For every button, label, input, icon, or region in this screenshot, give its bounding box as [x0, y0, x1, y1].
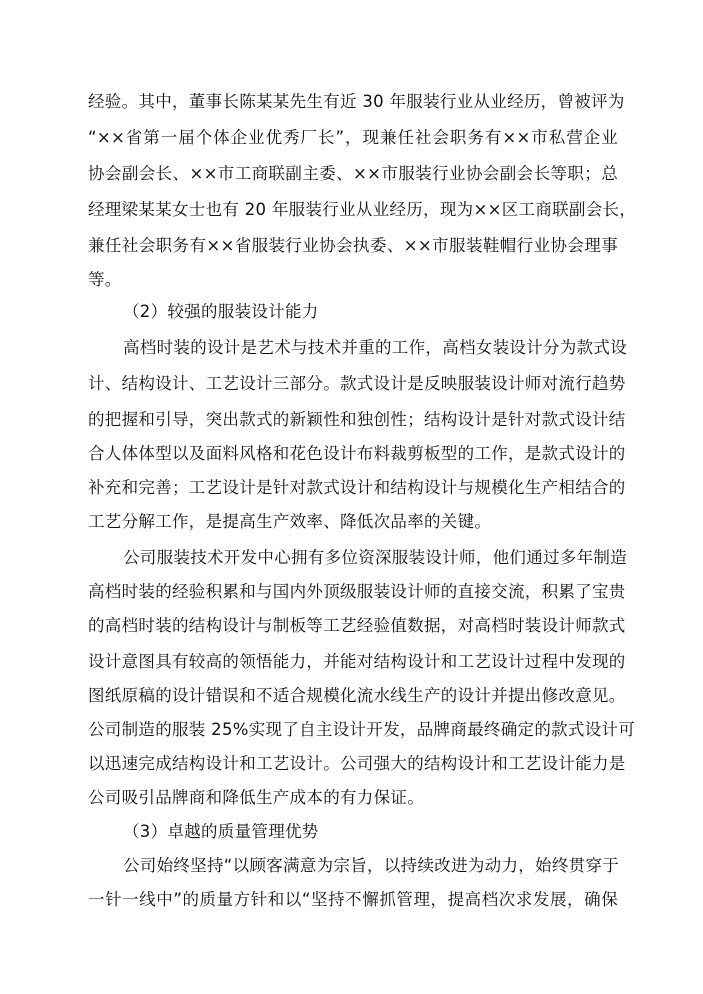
paragraph1-line: 等。 — [88, 270, 122, 289]
paragraph1-line: 兼任社会职务有××省服装行业协会执委、××市服装鞋帽行业协会理事 — [88, 236, 618, 255]
paragraph4-line: 一针一线中”的质量方针和以“坚持不懈抓管理，提高档次求发展，确保 — [88, 890, 618, 909]
paragraph1-line: 经验。其中，董事长陈某某先生有近 30 年服装行业从业经历，曾被评为 — [88, 92, 625, 111]
paragraph3-line: 公司吸引品牌商和降低生产成本的有力保证。 — [88, 788, 424, 807]
paragraph3-line: 图纸原稿的设计错误和不适合规模化流水线生产的设计并提出修改意见。 — [88, 686, 626, 705]
paragraph2-line: 合人体体型以及面料风格和花色设计布料裁剪板型的工作，是款式设计的 — [88, 444, 626, 463]
paragraph2-line: 高档时装的设计是艺术与技术并重的工作，高档女装设计分为款式设 — [123, 338, 627, 357]
paragraph3-line: 公司制造的服装 25%实现了自主设计开发，品牌商最终确定的款式设计可 — [88, 720, 636, 739]
paragraph3-line: 的高档时装的结构设计与制板等工艺经验值数据，对高档时装设计师款式 — [88, 616, 626, 635]
section3-heading: （3）卓越的质量管理优势 — [123, 822, 319, 841]
section2-heading: （2）较强的服装设计能力 — [123, 302, 319, 321]
paragraph2-line: 补充和完善；工艺设计是针对款式设计和结构设计与规模化生产相结合的 — [88, 478, 626, 497]
paragraph3-line: 设计意图具有较高的领悟能力，并能对结构设计和工艺设计过程中发现的 — [88, 652, 626, 671]
paragraph3-line: 高档时装的经验积累和与国内外顶级服装设计师的直接交流，积累了宝贵 — [88, 582, 626, 601]
paragraph2-line: 的把握和引导，突出款式的新颖性和独创性；结构设计是针对款式设计结 — [88, 410, 626, 429]
paragraph1-line: “××省第一届个体企业优秀厂长”，现兼任社会职务有××市私营企业 — [88, 128, 618, 147]
paragraph1-line: 协会副会长、××市工商联副主委、××市服装行业协会副会长等职；总 — [88, 164, 618, 183]
paragraph2-line: 计、结构设计、工艺设计三部分。款式设计是反映服装设计师对流行趋势 — [88, 374, 626, 393]
paragraph4-line: 公司始终坚持“以顾客满意为宗旨，以持续改进为动力，始终贯穿于 — [123, 856, 620, 875]
paragraph1-line: 经理梁某某女士也有 20 年服装行业从业经历，现为××区工商联副会长， — [88, 200, 637, 219]
paragraph3-line: 公司服装技术开发中心拥有多位资深服装设计师，他们通过多年制造 — [123, 548, 627, 567]
paragraph3-line: 以迅速完成结构设计和工艺设计。公司强大的结构设计和工艺设计能力是 — [88, 754, 626, 773]
paragraph2-line: 工艺分解工作，是提高生产效率、降低次品率的关键。 — [88, 512, 492, 531]
